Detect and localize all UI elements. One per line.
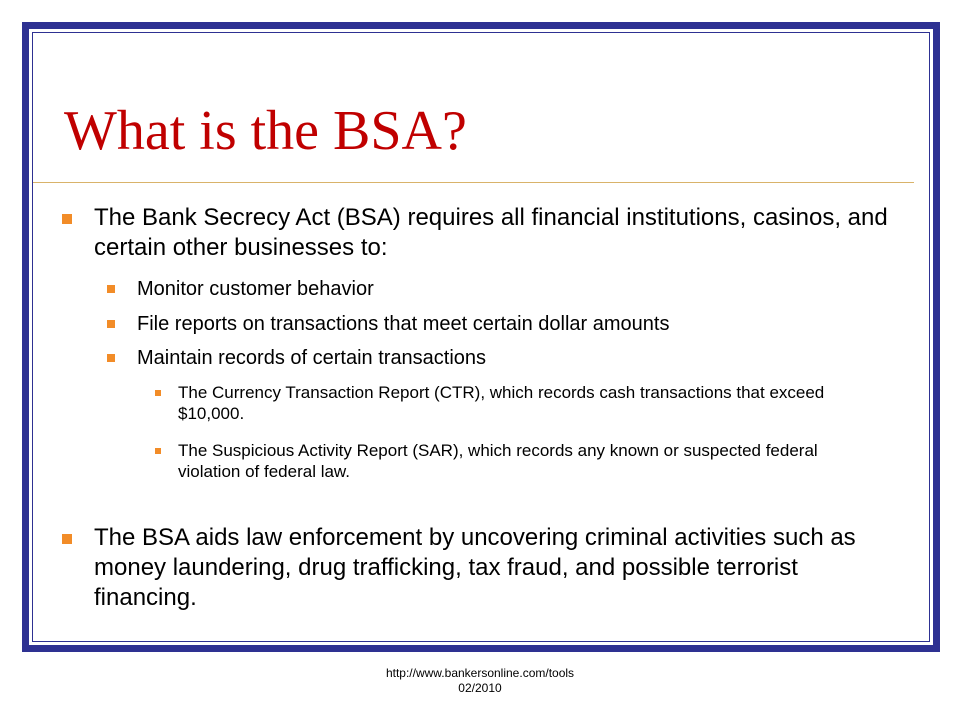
bullet-text: The Bank Secrecy Act (BSA) requires all financial institutions, casinos, and certain other businesses to: — [94, 204, 888, 261]
bullet-text: The BSA aids law enforcement by uncovering criminal activities such as money laundering, drug trafficking, tax fraud, and possible terrorist financing. — [94, 524, 856, 611]
footer-date: 02/2010 — [458, 681, 502, 695]
square-bullet-icon — [107, 285, 115, 293]
square-bullet-icon — [107, 354, 115, 362]
square-bullet-icon — [62, 214, 72, 224]
title-divider — [33, 182, 914, 183]
sub-bullet-text: Monitor customer behavior — [137, 278, 374, 300]
slide-footer — [280, 666, 680, 696]
square-bullet-icon — [62, 534, 72, 544]
footer-url: http://www.bankersonline.com/tools — [385, 666, 575, 680]
sub-sub-bullet-text: The Suspicious Activity Report (SAR), which records any known or suspected federal violation of federal law. — [178, 441, 818, 481]
slide-title: What is the BSA? — [64, 100, 467, 162]
square-bullet-icon — [155, 390, 161, 396]
square-bullet-icon — [155, 448, 161, 454]
sub-bullet-text: File reports on transactions that meet certain dollar amounts — [137, 313, 670, 335]
sub-bullet-text: Maintain records of certain transactions — [137, 347, 487, 369]
sub-sub-bullet-text: The Currency Transaction Report (CTR), which records cash transactions that exceed $10,000. — [178, 383, 825, 423]
square-bullet-icon — [107, 320, 115, 328]
